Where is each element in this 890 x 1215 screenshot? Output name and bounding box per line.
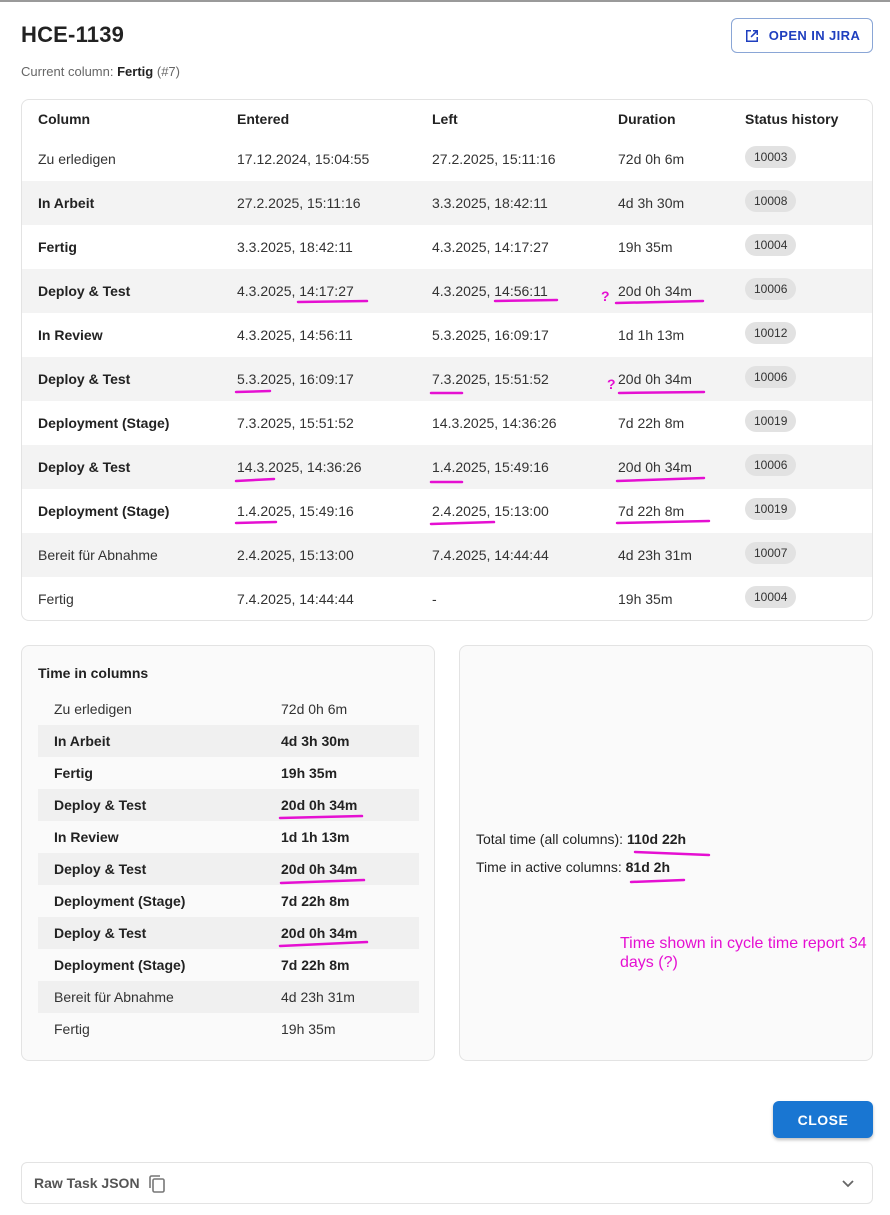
- top-border: [0, 0, 890, 2]
- row-status-history: [745, 357, 796, 401]
- question-mark: ?: [607, 376, 616, 392]
- row-column: Deploy & Test: [38, 283, 131, 299]
- row-entered: 5.3.2025, 16:09:17: [237, 371, 354, 387]
- row-status-history: [745, 533, 796, 577]
- table-row: [22, 181, 872, 225]
- time-in-columns-row: [38, 981, 419, 1013]
- row-left: 5.3.2025, 16:09:17: [432, 327, 549, 343]
- table-body: [22, 137, 872, 621]
- row-status-history: [745, 313, 796, 357]
- row-left: 4.3.2025, 14:17:27: [432, 239, 549, 255]
- row-duration: 19h 35m: [618, 239, 673, 255]
- time-in-columns-row: [38, 757, 419, 789]
- time-in-columns-row: [38, 1013, 419, 1045]
- column-name: Deploy & Test: [54, 861, 147, 877]
- time-in-columns-row: [38, 821, 419, 853]
- column-name: Deploy & Test: [54, 797, 147, 813]
- row-column: In Arbeit: [38, 195, 95, 211]
- column-time: 7d 22h 8m: [281, 893, 350, 909]
- time-in-columns-row: [38, 885, 419, 917]
- current-column: [21, 64, 180, 79]
- column-name: Fertig: [54, 1021, 90, 1037]
- status-chip: 10007: [745, 542, 796, 564]
- row-left: -: [432, 591, 437, 607]
- current-column-index: (#7): [156, 64, 180, 79]
- total-time-value: 110d 22h: [626, 831, 687, 847]
- table-row: [22, 445, 872, 489]
- status-chip: 10019: [745, 498, 796, 520]
- row-column: Deployment (Stage): [38, 415, 170, 431]
- column-time: 7d 22h 8m: [281, 957, 350, 973]
- table-row: [22, 577, 872, 621]
- time-in-columns-row: [38, 853, 419, 885]
- external-link-icon: [744, 28, 760, 44]
- status-chip: 10006: [745, 454, 796, 476]
- row-entered: 2.4.2025, 15:13:00: [237, 547, 354, 563]
- time-in-columns-title: Time in columns: [38, 665, 149, 681]
- row-status-history: [745, 401, 796, 445]
- time-in-columns-row: [38, 693, 419, 725]
- status-chip: 10012: [745, 322, 796, 344]
- row-status-history: [745, 577, 796, 621]
- row-left: 3.3.2025, 18:42:11: [432, 195, 548, 211]
- row-status-history: [745, 489, 796, 533]
- row-status-history: [745, 137, 796, 181]
- row-left: 2.4.2025, 15:13:00: [432, 503, 549, 519]
- column-name: Bereit für Abnahme: [54, 989, 174, 1005]
- row-column: Deploy & Test: [38, 371, 131, 387]
- raw-json-accordion[interactable]: [21, 1162, 873, 1204]
- row-status-history: [745, 225, 796, 269]
- status-table: [21, 99, 873, 621]
- table-row: [22, 137, 872, 181]
- column-time: 19h 35m: [281, 765, 338, 781]
- row-column: Deployment (Stage): [38, 503, 170, 519]
- annotation-note: Time shown in cycle time report 34 days (?): [620, 935, 867, 971]
- current-column-value: Fertig: [117, 64, 154, 79]
- status-chip: 10006: [745, 366, 796, 388]
- row-duration: 4d 3h 30m: [618, 195, 685, 211]
- row-entered: 27.2.2025, 15:11:16: [237, 195, 361, 211]
- row-entered: 14.3.2025, 14:36:26: [237, 459, 362, 475]
- time-in-columns-row: [38, 917, 419, 949]
- row-left: 7.4.2025, 14:44:44: [432, 547, 549, 563]
- row-entered: 7.4.2025, 14:44:44: [237, 591, 354, 607]
- row-left: 1.4.2025, 15:49:16: [432, 459, 549, 475]
- table-row: [22, 533, 872, 577]
- row-entered: 7.3.2025, 15:51:52: [237, 415, 354, 431]
- row-duration: 20d 0h 34m: [618, 371, 692, 387]
- table-row: [22, 489, 872, 533]
- status-chip: 10008: [745, 190, 796, 212]
- row-column: Zu erledigen: [38, 151, 116, 167]
- page-title: HCE-1139: [21, 22, 125, 47]
- row-duration: 7d 22h 8m: [618, 503, 685, 519]
- table-row: [22, 225, 872, 269]
- col-header-entered: Entered: [237, 110, 290, 127]
- col-header-column: Column: [38, 110, 91, 127]
- column-time: 20d 0h 34m: [281, 925, 358, 941]
- time-in-columns-card: [21, 645, 435, 1061]
- time-in-columns-row: [38, 725, 419, 757]
- time-in-columns-row: [38, 789, 419, 821]
- column-name: Zu erledigen: [54, 701, 132, 717]
- status-chip: 10019: [745, 410, 796, 432]
- row-column: In Review: [38, 327, 103, 343]
- table-row: [22, 269, 872, 313]
- active-time: [476, 859, 670, 875]
- open-in-jira-label: OPEN IN JIRA: [768, 28, 861, 43]
- column-name: Deploy & Test: [54, 925, 147, 941]
- status-chip: 10006: [745, 278, 796, 300]
- time-in-columns-row: [38, 949, 419, 981]
- total-time-label: Total time (all columns):: [476, 831, 624, 847]
- row-left: 4.3.2025, 14:56:11: [432, 283, 548, 299]
- row-entered: 4.3.2025, 14:17:27: [237, 283, 354, 299]
- current-column-label: Current column:: [21, 64, 114, 79]
- row-duration: 1d 1h 13m: [618, 327, 685, 343]
- row-column: Bereit für Abnahme: [38, 547, 158, 563]
- raw-json-label: Raw Task JSON: [34, 1175, 140, 1191]
- status-chip: 10003: [745, 146, 796, 168]
- row-duration: 72d 0h 6m: [618, 151, 685, 167]
- row-status-history: [745, 445, 796, 489]
- column-time: 19h 35m: [281, 1021, 336, 1037]
- row-column: Fertig: [38, 591, 74, 607]
- row-left: 27.2.2025, 15:11:16: [432, 151, 556, 167]
- col-header-left: Left: [432, 110, 458, 127]
- row-duration: 20d 0h 34m: [618, 459, 692, 475]
- row-entered: 4.3.2025, 14:56:11: [237, 327, 353, 343]
- row-entered: 1.4.2025, 15:49:16: [237, 503, 354, 519]
- active-time-label: Time in active columns:: [476, 859, 622, 875]
- row-status-history: [745, 181, 796, 225]
- column-time: 4d 23h 31m: [281, 989, 355, 1005]
- column-time: 72d 0h 6m: [281, 701, 348, 717]
- column-time: 20d 0h 34m: [281, 861, 358, 877]
- close-button[interactable]: CLOSE: [773, 1101, 873, 1138]
- chevron-down-icon[interactable]: [840, 1175, 856, 1191]
- row-entered: 17.12.2024, 15:04:55: [237, 151, 370, 167]
- column-time: 20d 0h 34m: [281, 797, 358, 813]
- copy-icon[interactable]: [148, 1174, 166, 1194]
- row-duration: 7d 22h 8m: [618, 415, 685, 431]
- totals-card: [459, 645, 873, 1061]
- active-time-value: 81d 2h: [625, 859, 670, 875]
- row-column: Fertig: [38, 239, 77, 255]
- question-mark: ?: [601, 288, 610, 304]
- col-header-duration: Duration: [618, 110, 676, 127]
- row-left: 7.3.2025, 15:51:52: [432, 371, 549, 387]
- status-chip: 10004: [745, 234, 796, 256]
- table-row: [22, 401, 872, 445]
- row-column: Deploy & Test: [38, 459, 131, 475]
- column-time: 1d 1h 13m: [281, 829, 350, 845]
- table-row: [22, 357, 872, 401]
- status-chip: 10004: [745, 586, 796, 608]
- row-left: 14.3.2025, 14:36:26: [432, 415, 557, 431]
- row-status-history: [745, 269, 796, 313]
- column-name: In Arbeit: [54, 733, 111, 749]
- column-name: Deployment (Stage): [54, 893, 186, 909]
- row-duration: 4d 23h 31m: [618, 547, 692, 563]
- column-name: Fertig: [54, 765, 93, 781]
- table-header: [22, 100, 872, 137]
- column-name: Deployment (Stage): [54, 957, 186, 973]
- column-time: 4d 3h 30m: [281, 733, 350, 749]
- row-entered: 3.3.2025, 18:42:11: [237, 239, 353, 255]
- row-duration: 20d 0h 34m: [618, 283, 692, 299]
- col-header-status-history: Status history: [745, 110, 839, 127]
- row-duration: 19h 35m: [618, 591, 673, 607]
- table-row: [22, 313, 872, 357]
- total-time: [476, 831, 686, 847]
- column-name: In Review: [54, 829, 119, 845]
- open-in-jira-button[interactable]: [731, 18, 873, 53]
